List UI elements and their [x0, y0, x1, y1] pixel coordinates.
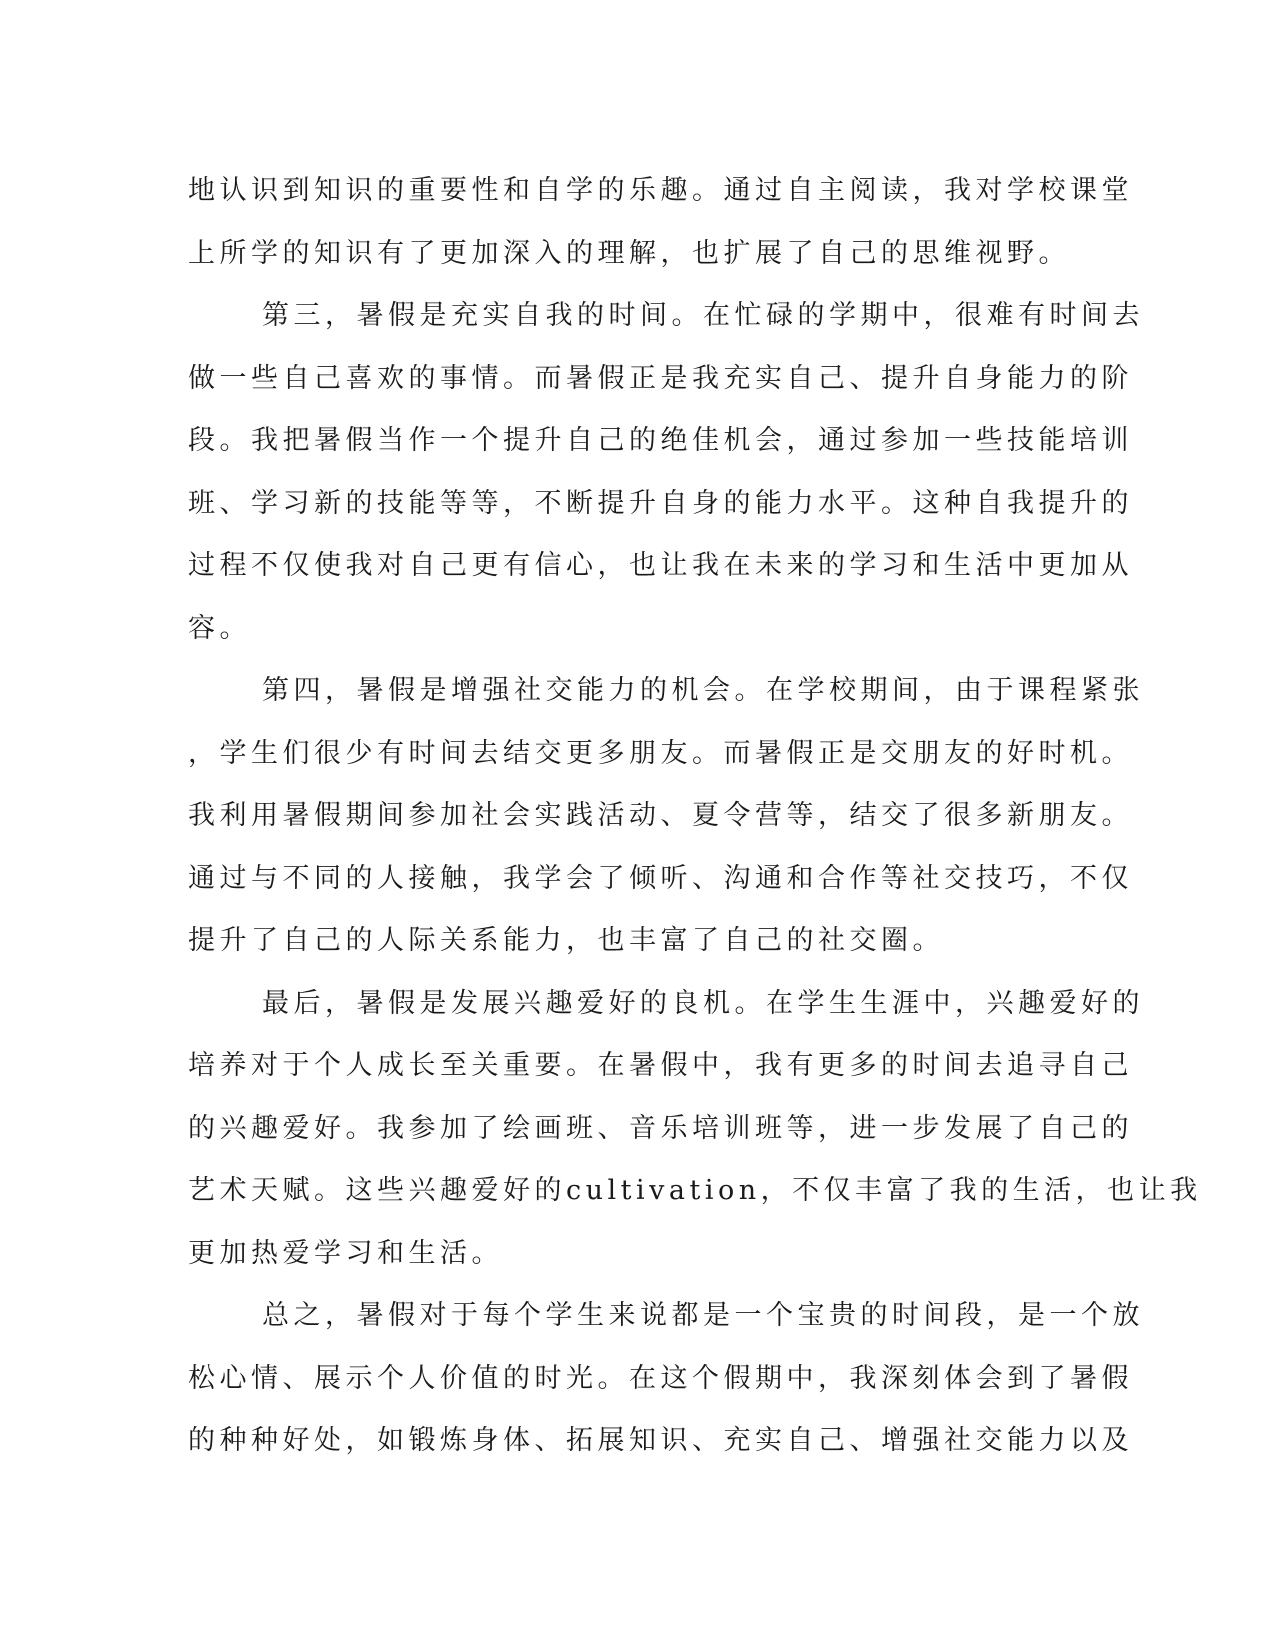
text-line: 做一些自己喜欢的事情。而暑假正是我充实自己、提升自身能力的阶	[188, 362, 1133, 394]
text-line: 容。	[188, 612, 251, 644]
text-line: 地认识到知识的重要性和自学的乐趣。通过自主阅读，我对学校课堂	[188, 175, 1133, 206]
text-line: 第四，暑假是增强社交能力的机会。在学校期间，由于课程紧张	[262, 675, 1144, 706]
document-body	[188, 160, 1202, 1473]
text-line: 段。我把暑假当作一个提升自己的绝佳机会，通过参加一些技能培训	[188, 425, 1133, 456]
text-line: 的兴趣爱好。我参加了绘画班、音乐培训班等，进一步发展了自己的	[188, 1112, 1133, 1144]
text-line: 艺术天赋。这些兴趣爱好的cultivation，不仅丰富了我的生活，也让我	[188, 1175, 1202, 1206]
text-line: 第三，暑假是充实自我的时间。在忙碌的学期中，很难有时间去	[262, 300, 1144, 331]
text-line: 培养对于个人成长至关重要。在暑假中，我有更多的时间去追寻自己	[188, 1050, 1133, 1081]
text-line: 我利用暑假期间参加社会实践活动、夏令营等，结交了很多新朋友。	[188, 800, 1133, 831]
text-line: ，学生们很少有时间去结交更多朋友。而暑假正是交朋友的好时机。	[188, 737, 1133, 769]
text-line: 过程不仅使我对自己更有信心，也让我在未来的学习和生活中更加从	[188, 550, 1133, 581]
text-line: 上所学的知识有了更加深入的理解，也扩展了自己的思维视野。	[188, 237, 1070, 269]
text-line: 提升了自己的人际关系能力，也丰富了自己的社交圈。	[188, 925, 944, 956]
text-line: 松心情、展示个人价值的时光。在这个假期中，我深刻体会到了暑假	[188, 1362, 1133, 1394]
text-line: 班、学习新的技能等等，不断提升自身的能力水平。这种自我提升的	[188, 487, 1133, 519]
text-line: 总之，暑假对于每个学生来说都是一个宝贵的时间段，是一个放	[262, 1300, 1144, 1331]
text-line: 最后，暑假是发展兴趣爱好的良机。在学生生涯中，兴趣爱好的	[262, 987, 1144, 1019]
text-line: 通过与不同的人接触，我学会了倾听、沟通和合作等社交技巧，不仅	[188, 862, 1133, 894]
text-line: 更加热爱学习和生活。	[188, 1237, 503, 1269]
text-line: 的种种好处，如锻炼身体、拓展知识、充实自己、增强社交能力以及	[188, 1425, 1133, 1456]
